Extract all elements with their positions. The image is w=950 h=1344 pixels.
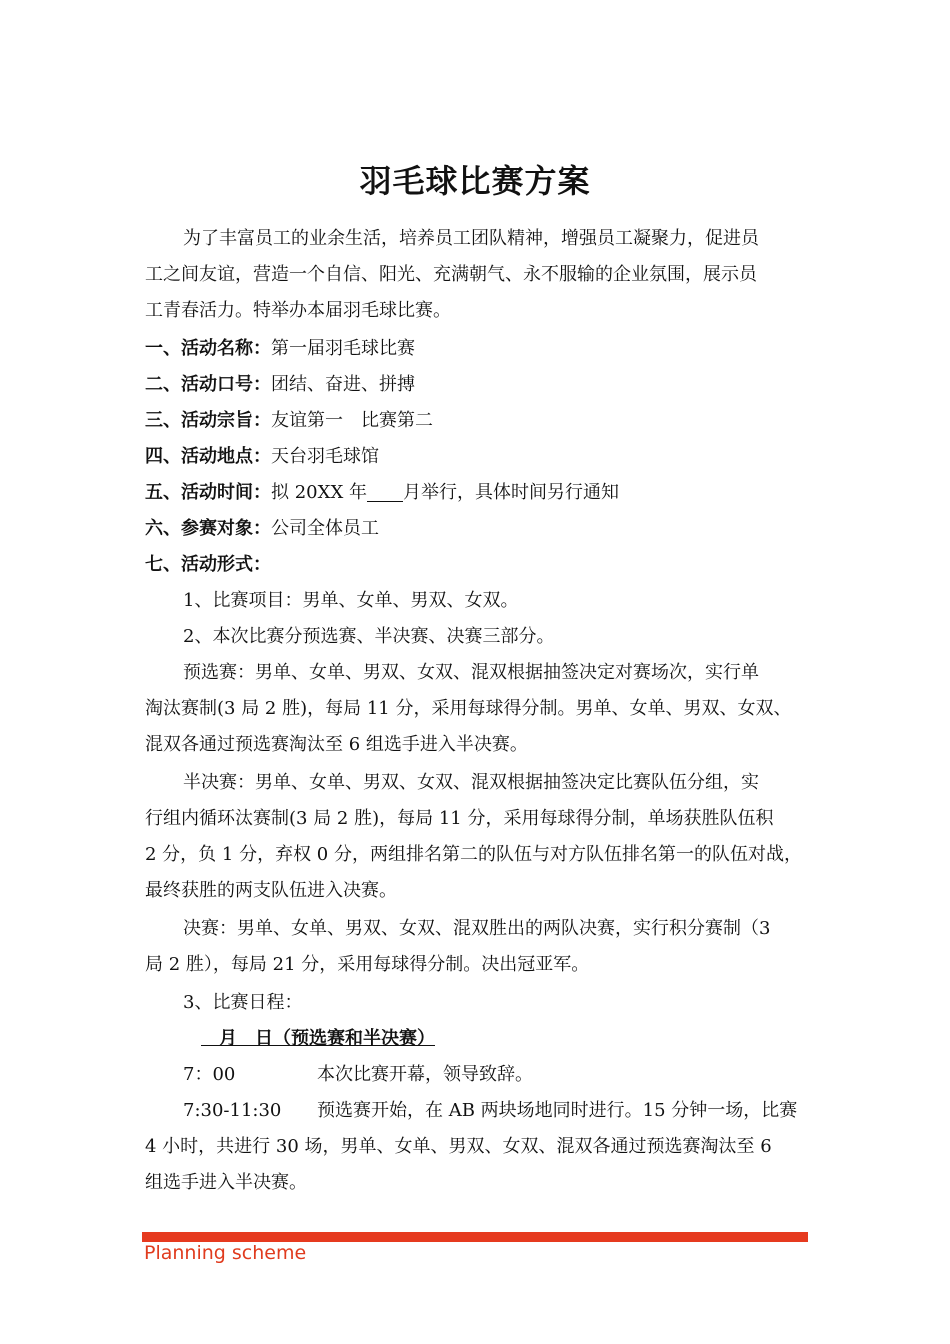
final-line: 局 2 胜），每局 21 分，采用每球得分制。决出冠亚军。 — [145, 954, 590, 975]
item-label: 六、参赛对象： — [145, 518, 271, 539]
schedule-row — [183, 1098, 848, 1124]
semifinal-line: 行组内循环汰赛制(3 局 2 胜)，每局 11 分，采用每球得分制，单场获胜队伍积 — [145, 808, 774, 829]
format-stages: 2、本次比赛分预选赛、半决赛、决赛三部分。 — [183, 626, 555, 647]
item-value: 团结、奋进、拼搏 — [271, 374, 415, 395]
month-blank — [367, 483, 403, 502]
item-participants — [145, 516, 810, 542]
item-value: 第一届羽毛球比赛 — [271, 338, 415, 359]
item-value: 天台羽毛球馆 — [271, 446, 379, 467]
schedule-desc-line: 组选手进入半决赛。 — [145, 1172, 307, 1193]
final-line: 决赛：男单、女单、男双、女双、混双胜出的两队决赛，实行积分赛制（3 — [183, 918, 771, 939]
item-label: 三、活动宗旨： — [145, 410, 271, 431]
item-value: 友谊第一 比赛第二 — [271, 410, 433, 431]
preliminary-line: 混双各通过预选赛淘汰至 6 组选手进入半决赛。 — [145, 734, 528, 755]
schedule-desc-line: 4 小时，共进行 30 场，男单、女单、男双、女双、混双各通过预选赛淘汰至 6 — [145, 1136, 772, 1157]
schedule-row — [183, 1062, 848, 1088]
schedule-desc: 本次比赛开幕，领导致辞。 — [317, 1064, 533, 1085]
item-value-pre: 拟 20XX 年 — [271, 482, 367, 503]
item-format — [145, 552, 810, 578]
format-events: 1、比赛项目：男单、女单、男双、女双。 — [183, 590, 519, 611]
schedule-time: 7:30-11:30 — [183, 1100, 282, 1121]
semifinal-line: 2 分，负 1 分，弃权 0 分，两组排名第二的队伍与对方队伍排名第一的队伍对战， — [145, 844, 802, 865]
item-label: 五、活动时间： — [145, 482, 271, 503]
item-label: 二、活动口号： — [145, 374, 271, 395]
item-location — [145, 444, 810, 470]
schedule-date-text: 月 日（预选赛和半决赛） — [201, 1028, 435, 1049]
item-label: 七、活动形式： — [145, 554, 271, 575]
item-slogan — [145, 372, 810, 398]
semifinal-line: 最终获胜的两支队伍进入决赛。 — [145, 880, 397, 901]
document-title: 羽毛球比赛方案 — [359, 162, 591, 200]
preliminary-line: 预选赛：男单、女单、男双、女双、混双根据抽签决定对赛场次，实行单 — [183, 662, 759, 683]
item-value-post: 月举行，具体时间另行通知 — [402, 482, 619, 503]
item-time — [145, 480, 810, 506]
schedule-heading-label: 3、比赛日程： — [183, 992, 303, 1013]
item-purpose — [145, 408, 810, 434]
item-value: 公司全体员工 — [271, 518, 379, 539]
schedule-desc: 预选赛开始，在 AB 两块场地同时进行。15 分钟一场，比赛 — [317, 1100, 798, 1121]
schedule-date-heading — [201, 1026, 866, 1052]
item-label: 四、活动地点： — [145, 446, 271, 467]
footer-text: Planning scheme — [144, 1242, 307, 1264]
semifinal-line: 半决赛：男单、女单、男双、女双、混双根据抽签决定比赛队伍分组，实 — [183, 772, 759, 793]
intro-line: 工之间友谊，营造一个自信、阳光、充满朝气、永不服输的企业氛围，展示员 — [145, 264, 757, 285]
footer-bar — [142, 1232, 808, 1242]
intro-line: 工青春活力。特举办本届羽毛球比赛。 — [145, 300, 451, 321]
schedule-time: 7：00 — [183, 1064, 236, 1085]
item-activity-name — [145, 336, 810, 362]
preliminary-line: 淘汰赛制(3 局 2 胜)，每局 11 分，采用每球得分制。男单、女单、男双、女双、 — [145, 698, 792, 719]
intro-line: 为了丰富员工的业余生活，培养员工团队精神，增强员工凝聚力，促进员 — [183, 228, 759, 249]
item-label: 一、活动名称： — [145, 338, 271, 359]
